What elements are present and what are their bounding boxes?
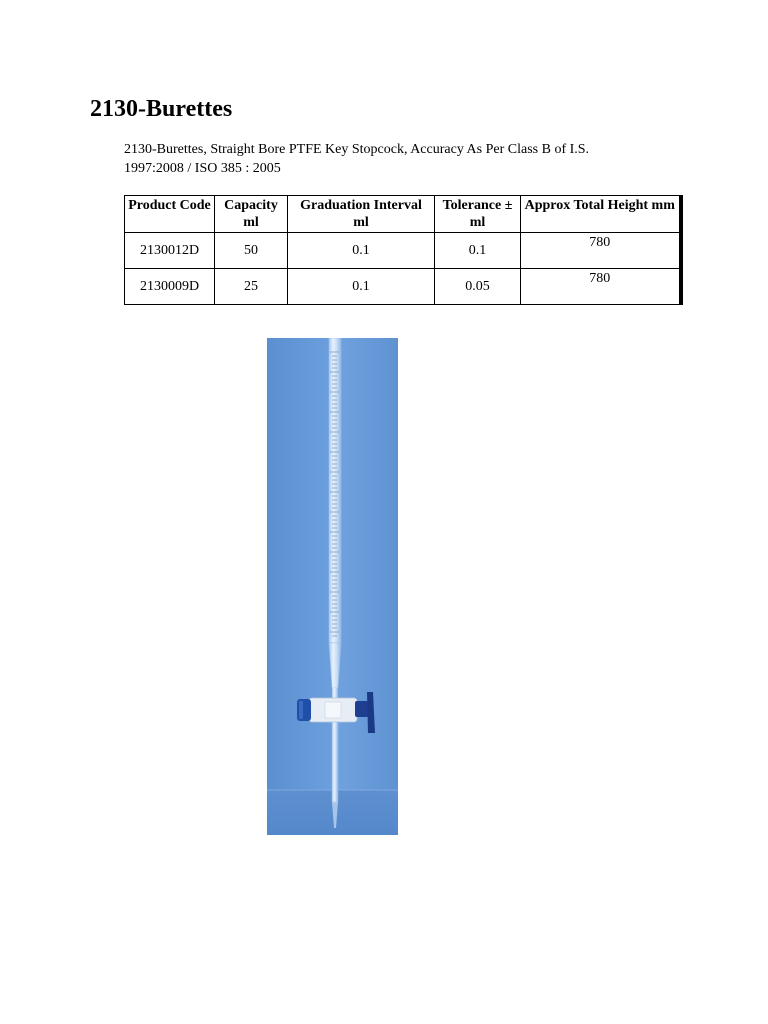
col-header-total-height: Approx Total Height mm (521, 196, 681, 233)
col-header-product-code: Product Code (125, 196, 215, 233)
col-header-tolerance: Tolerance ± ml (435, 196, 521, 233)
cell-graduation-interval: 0.1 (288, 269, 435, 305)
cell-graduation-interval: 0.1 (288, 233, 435, 269)
cell-total-height: 780 (521, 269, 681, 305)
burette-photo (267, 338, 398, 835)
cell-total-height: 780 (521, 233, 681, 269)
product-description: 2130-Burettes, Straight Bore PTFE Key Stopcock, Accuracy As Per Class B of I.S. 1997:2008 / ISO 385 : 2005 (124, 142, 590, 176)
cell-product-code: 2130009D (125, 269, 215, 305)
cell-tolerance: 0.05 (435, 269, 521, 305)
cell-capacity: 25 (215, 269, 288, 305)
cell-capacity: 50 (215, 233, 288, 269)
cell-tolerance: 0.1 (435, 233, 521, 269)
table-header-row (125, 196, 681, 233)
page-title: 2130-Burettes (90, 96, 233, 122)
cell-product-code: 2130012D (125, 233, 215, 269)
col-header-graduation-interval: Graduation Interval ml (288, 196, 435, 233)
table-row (125, 233, 681, 269)
table-row (125, 269, 681, 305)
burette-illustration (267, 338, 398, 835)
spec-table (124, 195, 683, 305)
col-header-capacity: Capacity ml (215, 196, 288, 233)
